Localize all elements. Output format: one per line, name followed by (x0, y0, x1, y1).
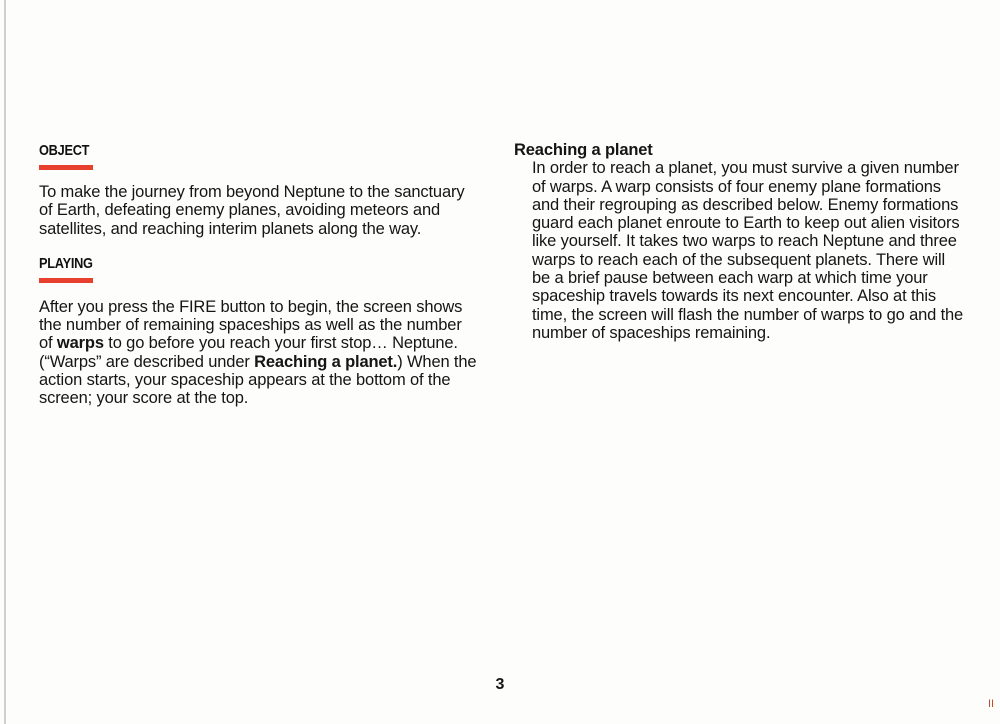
playing-heading-underline (39, 278, 93, 283)
reaching-a-planet-reference: Reaching a planet. (254, 352, 398, 371)
corner-mark: II (988, 698, 995, 710)
right-column (514, 141, 964, 342)
playing-text-1: After you press the FIRE button to begin, the screen shows the number of remaining spaceships as well as the number of (39, 297, 463, 353)
object-paragraph: To make the journey from beyond Neptune to the sanctuary of Earth, defeating enemy planes, avoiding meteors and satellites, and reaching interim planets along the way. (39, 183, 465, 238)
warps-bold-term: warps (56, 334, 104, 353)
playing-heading: PLAYING (39, 254, 93, 272)
left-column (39, 142, 479, 408)
playing-text-2: to go before you reach your first stop… Neptune. (“Warps” are described under (39, 334, 458, 371)
object-heading: OBJECT (39, 142, 90, 159)
reaching-a-planet-heading: Reaching a planet (514, 141, 653, 159)
object-section (39, 142, 479, 238)
playing-paragraph (39, 298, 479, 408)
playing-section (39, 255, 479, 408)
reaching-a-planet-paragraph: In order to reach a planet, you must survive a given number of warps. A warp consists of four enemy plane formations and their regrouping as described below. Enemy formations guard each planet enroute to Earth to keep out alien visitors like yourself. It takes two warps to reach Neptune and three warps to reach each of the subsequent planets. There will be a brief pause between each warp at which time your spaceship travels towards its next encounter. Also at this time, the screen will flash the number of warps to go and the number of spaceships remaining. (532, 159, 964, 342)
page-number: 3 (495, 676, 505, 693)
playing-text-3: ) When the action starts, your spaceship appears at the bottom of the screen; your score at the top. (39, 352, 477, 408)
object-heading-underline (39, 165, 93, 170)
page-binding-edge (4, 0, 6, 724)
